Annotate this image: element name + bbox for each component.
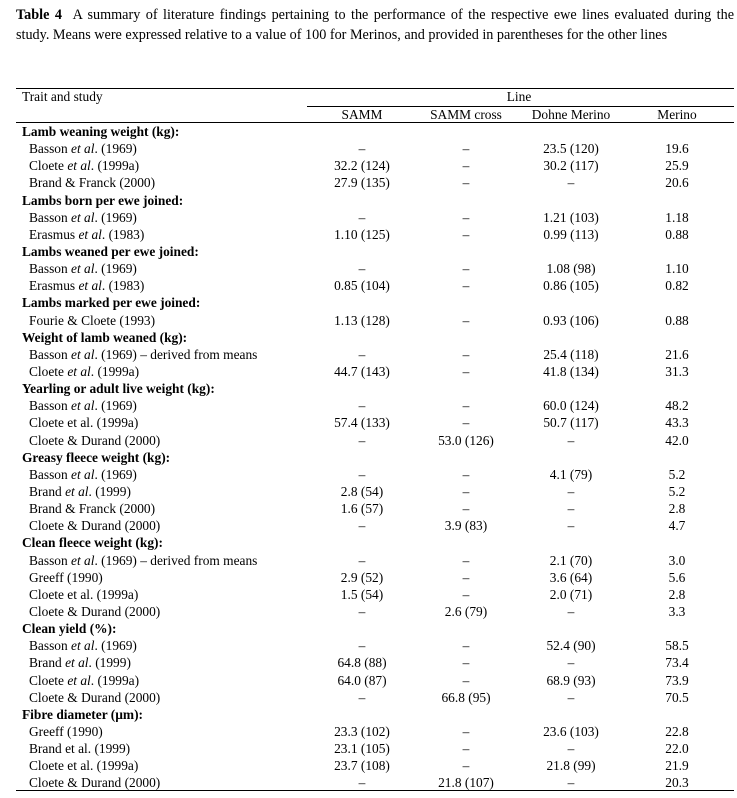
group-row xyxy=(0,449,737,466)
bottom-rule xyxy=(16,790,734,791)
group-row xyxy=(0,123,737,140)
cell-samm-cross: – xyxy=(462,158,470,174)
cell-samm-cross: – xyxy=(462,741,470,757)
group-row xyxy=(0,380,737,397)
cell-merino: 73.4 xyxy=(665,655,689,671)
cell-dohne-merino: – xyxy=(567,689,575,705)
cell-samm: 23.3 (102) xyxy=(334,723,390,739)
table-row xyxy=(0,397,737,414)
cell-samm-cross: – xyxy=(462,346,470,362)
table-row xyxy=(0,312,737,329)
et-al-text: et al xyxy=(61,655,89,671)
cell-merino: 21.9 xyxy=(665,758,689,774)
cell-samm-cross: – xyxy=(462,483,470,499)
cell-samm: – xyxy=(358,209,366,225)
et-al-text: et al xyxy=(63,363,91,379)
cell-samm: – xyxy=(358,398,366,414)
cell-samm: 32.2 (124) xyxy=(334,158,390,174)
cell-samm: – xyxy=(358,775,366,791)
cell-samm-cross: – xyxy=(462,175,470,191)
cell-dohne-merino: 2.1 (70) xyxy=(549,552,593,568)
table-row xyxy=(0,260,737,277)
group-row xyxy=(0,243,737,260)
cell-samm-cross: – xyxy=(462,278,470,294)
cell-samm: – xyxy=(358,346,366,362)
cell-samm-cross: – xyxy=(462,723,470,739)
group-title: Greasy fleece weight (kg): xyxy=(22,449,171,465)
study-name: Cloete & Durand (2000) xyxy=(29,603,161,619)
group-title: Clean fleece weight (kg): xyxy=(22,535,163,551)
cell-samm-cross: – xyxy=(462,501,470,517)
cell-merino: 21.6 xyxy=(665,346,689,362)
table-row xyxy=(0,277,737,294)
cell-samm-cross: 2.6 (79) xyxy=(444,603,488,619)
cell-dohne-merino: – xyxy=(567,175,575,191)
study-name: Cloete et al. (1999a) xyxy=(29,363,140,379)
cell-samm-cross: 3.9 (83) xyxy=(444,518,488,534)
cell-dohne-merino: – xyxy=(567,655,575,671)
study-name: Basson et al. (1969) xyxy=(29,638,137,654)
cell-merino: 48.2 xyxy=(665,398,689,414)
cell-dohne-merino: 68.9 (93) xyxy=(546,672,596,688)
cell-merino: 5.2 xyxy=(668,483,686,499)
table-label: Table 4 xyxy=(16,7,62,23)
cell-dohne-merino: 30.2 (117) xyxy=(543,158,599,174)
cell-samm: 1.6 (57) xyxy=(340,501,384,517)
cell-samm-cross: 21.8 (107) xyxy=(438,775,494,791)
caption-text: A summary of literature findings pertaining to the performance of the respective ewe lines evaluated during the study. Means were expressed relative to a value of 100 for Merinos, and provided in parentheses for the other lines xyxy=(16,7,735,43)
study-name: Fourie & Cloete (1993) xyxy=(29,312,156,328)
cell-dohne-merino: – xyxy=(567,432,575,448)
cell-dohne-merino: 4.1 (79) xyxy=(549,466,593,482)
cell-samm: – xyxy=(358,432,366,448)
cell-dohne-merino: 3.6 (64) xyxy=(549,569,593,585)
cell-samm-cross: – xyxy=(462,569,470,585)
table-row xyxy=(0,483,737,500)
study-name: Brand et al. (1999) xyxy=(29,741,131,757)
cell-samm: 64.0 (87) xyxy=(337,672,387,688)
table-row xyxy=(0,757,737,774)
table-row xyxy=(0,432,737,449)
cell-merino: 1.10 xyxy=(665,261,689,277)
et-al-text: et al xyxy=(67,638,95,654)
cell-dohne-merino: – xyxy=(567,741,575,757)
table-row xyxy=(0,672,737,689)
study-name: Cloete et al. (1999a) xyxy=(29,586,139,602)
cell-merino: 42.0 xyxy=(665,432,689,448)
header-samm-cross: SAMM cross xyxy=(430,107,502,122)
cell-merino: 20.3 xyxy=(665,775,689,791)
header-trait-and-study: Trait and study xyxy=(22,89,103,104)
group-row xyxy=(0,294,737,311)
cell-samm-cross: 53.0 (126) xyxy=(438,432,494,448)
cell-merino: 31.3 xyxy=(665,363,689,379)
cell-samm: 44.7 (143) xyxy=(334,363,390,379)
table-row xyxy=(0,637,737,654)
cell-merino: 2.8 xyxy=(668,501,686,517)
cell-merino: 19.6 xyxy=(665,141,689,157)
study-name: Cloete & Durand (2000) xyxy=(29,518,161,534)
et-al-text: et al xyxy=(63,672,91,688)
cell-samm: – xyxy=(358,518,366,534)
study-name: Basson et al. (1969) xyxy=(29,466,137,482)
cell-merino: 25.9 xyxy=(665,158,689,174)
table-row xyxy=(0,414,737,431)
study-name: Cloete & Durand (2000) xyxy=(29,689,161,705)
study-name: Basson et al. (1969) – derived from means xyxy=(29,346,258,362)
table-caption xyxy=(16,6,734,45)
cell-dohne-merino: 0.99 (113) xyxy=(543,226,599,242)
study-name: Brand et al. (1999) xyxy=(29,483,131,499)
cell-samm: 1.13 (128) xyxy=(334,312,390,328)
cell-merino: 3.3 xyxy=(668,603,686,619)
table-row xyxy=(0,466,737,483)
et-al-text: et al xyxy=(75,226,102,242)
table-body xyxy=(0,123,737,791)
cell-samm: 23.1 (105) xyxy=(334,741,390,757)
study-name: Brand & Franck (2000) xyxy=(29,175,156,191)
study-name: Cloete et al. (1999a) xyxy=(29,672,140,688)
table-row xyxy=(0,603,737,620)
cell-samm-cross: – xyxy=(462,672,470,688)
et-al-text: et al xyxy=(67,141,95,157)
table-row xyxy=(0,363,737,380)
group-title: Lambs born per ewe joined: xyxy=(22,192,184,208)
study-name: Cloete et al. (1999a) xyxy=(29,158,140,174)
cell-samm-cross: – xyxy=(462,466,470,482)
cell-dohne-merino: 2.0 (71) xyxy=(549,586,593,602)
cell-dohne-merino: – xyxy=(567,483,575,499)
cell-merino: 43.3 xyxy=(665,415,689,431)
study-name: Basson et al. (1969) – derived from means xyxy=(29,552,258,568)
table-row xyxy=(0,346,737,363)
group-row xyxy=(0,620,737,637)
study-name: Basson et al. (1969) xyxy=(29,209,137,225)
et-al-text: et al xyxy=(67,209,95,225)
cell-merino: 3.0 xyxy=(668,552,686,568)
cell-dohne-merino: 23.6 (103) xyxy=(543,723,599,739)
study-name: Basson et al. (1969) xyxy=(29,141,137,157)
cell-dohne-merino: – xyxy=(567,603,575,619)
table-row xyxy=(0,140,737,157)
table-row xyxy=(0,552,737,569)
cell-samm-cross: – xyxy=(462,552,470,568)
table-row xyxy=(0,774,737,791)
cell-samm: 27.9 (135) xyxy=(334,175,390,191)
cell-samm: – xyxy=(358,552,366,568)
cell-samm: – xyxy=(358,466,366,482)
cell-samm-cross: – xyxy=(462,638,470,654)
cell-samm: – xyxy=(358,141,366,157)
cell-dohne-merino: 0.86 (105) xyxy=(543,278,599,294)
table-row xyxy=(0,586,737,603)
cell-samm-cross: – xyxy=(462,655,470,671)
cell-merino: 1.18 xyxy=(665,209,689,225)
cell-merino: 0.88 xyxy=(665,312,689,328)
group-title: Lamb weaning weight (kg): xyxy=(22,124,180,139)
cell-dohne-merino: 0.93 (106) xyxy=(543,312,599,328)
table-row xyxy=(0,689,737,706)
cell-merino: 5.6 xyxy=(668,569,686,585)
cell-dohne-merino: 1.21 (103) xyxy=(543,209,599,225)
cell-samm-cross: – xyxy=(462,398,470,414)
et-al-text: et al xyxy=(63,158,91,174)
cell-samm: 0.85 (104) xyxy=(334,278,390,294)
et-al-text: et al xyxy=(67,261,95,277)
group-row xyxy=(0,534,737,551)
study-name: Brand & Franck (2000) xyxy=(29,501,156,517)
cell-samm: 57.4 (133) xyxy=(334,415,390,431)
table-row xyxy=(0,226,737,243)
et-al-text: et al xyxy=(67,346,95,362)
header-line: Line xyxy=(506,89,532,104)
cell-dohne-merino: 25.4 (118) xyxy=(543,346,599,362)
et-al-text: et al xyxy=(61,483,89,499)
cell-dohne-merino: 23.5 (120) xyxy=(543,141,599,157)
study-name: Erasmus et al. (1983) xyxy=(29,278,145,294)
study-name: Erasmus et al. (1983) xyxy=(29,226,145,242)
et-al-text: et al xyxy=(67,552,95,568)
study-name: Basson et al. (1969) xyxy=(29,261,137,277)
cell-samm: – xyxy=(358,638,366,654)
cell-samm: 64.8 (88) xyxy=(337,655,387,671)
top-rule xyxy=(16,88,734,89)
cell-samm-cross: – xyxy=(462,226,470,242)
cell-dohne-merino: 21.8 (99) xyxy=(546,758,596,774)
cell-merino: 4.7 xyxy=(668,518,686,534)
table-row xyxy=(0,654,737,671)
group-title: Fibre diameter (µm): xyxy=(22,706,143,722)
cell-dohne-merino: 1.08 (98) xyxy=(546,261,596,277)
group-title: Clean yield (%): xyxy=(22,621,117,637)
cell-dohne-merino: 60.0 (124) xyxy=(543,398,599,414)
study-name: Greeff (1990) xyxy=(29,723,103,739)
cell-samm-cross: – xyxy=(462,312,470,328)
study-name: Greeff (1990) xyxy=(29,569,103,585)
cell-samm: 2.9 (52) xyxy=(340,569,384,585)
table-row xyxy=(0,723,737,740)
group-row xyxy=(0,706,737,723)
cell-samm: – xyxy=(358,689,366,705)
cell-merino: 2.8 xyxy=(668,586,686,602)
cell-samm-cross: – xyxy=(462,363,470,379)
cell-dohne-merino: – xyxy=(567,775,575,791)
cell-merino: 58.5 xyxy=(665,638,689,654)
table-row xyxy=(0,517,737,534)
cell-dohne-merino: 52.4 (90) xyxy=(546,638,596,654)
cell-samm-cross: – xyxy=(462,586,470,602)
table-row xyxy=(0,740,737,757)
cell-merino: 22.8 xyxy=(665,723,689,739)
cell-samm: – xyxy=(358,603,366,619)
et-al-text: et al xyxy=(67,398,95,414)
study-name: Cloete et al. (1999a) xyxy=(29,415,139,431)
cell-samm-cross: 66.8 (95) xyxy=(441,689,491,705)
et-al-text: et al xyxy=(67,466,95,482)
cell-samm: 23.7 (108) xyxy=(334,758,390,774)
cell-merino: 73.9 xyxy=(665,672,689,688)
table-row xyxy=(0,500,737,517)
cell-samm-cross: – xyxy=(462,141,470,157)
cell-merino: 20.6 xyxy=(665,175,689,191)
study-name: Basson et al. (1969) xyxy=(29,398,137,414)
header-samm: SAMM xyxy=(341,107,383,122)
cell-dohne-merino: 41.8 (134) xyxy=(543,363,599,379)
cell-merino: 0.88 xyxy=(665,226,689,242)
study-name: Brand et al. (1999) xyxy=(29,655,131,671)
table-row xyxy=(0,209,737,226)
cell-dohne-merino: – xyxy=(567,518,575,534)
cell-dohne-merino: – xyxy=(567,501,575,517)
cell-samm-cross: – xyxy=(462,758,470,774)
cell-merino: 5.2 xyxy=(668,466,686,482)
group-row xyxy=(0,329,737,346)
study-name: Cloete et al. (1999a) xyxy=(29,758,139,774)
group-title: Lambs marked per ewe joined: xyxy=(22,295,201,311)
study-name: Cloete & Durand (2000) xyxy=(29,432,161,448)
table-row xyxy=(0,157,737,174)
cell-merino: 22.0 xyxy=(665,741,689,757)
cell-samm: 1.10 (125) xyxy=(334,226,390,242)
cell-samm-cross: – xyxy=(462,415,470,431)
study-name: Cloete & Durand (2000) xyxy=(29,775,161,791)
cell-samm: 1.5 (54) xyxy=(340,586,384,602)
group-title: Yearling or adult live weight (kg): xyxy=(22,381,215,397)
cell-merino: 0.82 xyxy=(665,278,689,294)
cell-samm-cross: – xyxy=(462,261,470,277)
cell-samm: – xyxy=(358,261,366,277)
cell-samm-cross: – xyxy=(462,209,470,225)
cell-merino: 70.5 xyxy=(665,689,689,705)
header-dohne-merino: Dohne Merino xyxy=(531,107,611,122)
cell-dohne-merino: 50.7 (117) xyxy=(543,415,599,431)
cell-samm: 2.8 (54) xyxy=(340,483,384,499)
table-row xyxy=(0,174,737,191)
table-row xyxy=(0,569,737,586)
group-title: Weight of lamb weaned (kg): xyxy=(22,329,188,345)
group-title: Lambs weaned per ewe joined: xyxy=(22,243,199,259)
et-al-text: et al xyxy=(75,278,102,294)
header-merino: Merino xyxy=(657,107,697,122)
group-row xyxy=(0,192,737,209)
